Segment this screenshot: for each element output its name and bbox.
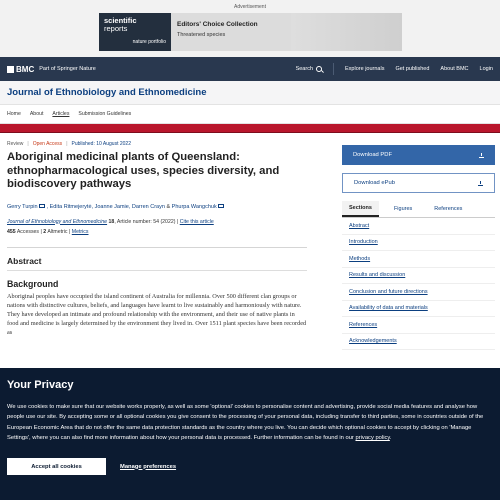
accept-all-cookies-button[interactable]: Accept all cookies [7, 458, 106, 475]
get-published-link[interactable]: Get published [395, 66, 430, 72]
article-number: , Article number: 54 (2022) [114, 218, 176, 225]
search-label: Search [295, 66, 314, 72]
accesses-label: Accesses [16, 228, 40, 235]
journal-link[interactable]: Journal of Ethnobiology and Ethnomedicine [7, 218, 108, 225]
section-link-results[interactable]: Results and discussion [342, 268, 495, 285]
ad-logo [99, 13, 171, 51]
volume: 18 [108, 218, 115, 225]
manage-preferences-button[interactable]: Manage preferences [120, 463, 177, 470]
author-ampersand: & [166, 203, 171, 210]
journal-title[interactable]: Journal of Ethnobiology and Ethnomedicine [7, 87, 207, 98]
section-divider [7, 247, 307, 248]
download-icon [479, 153, 484, 158]
ad-headline: Editors' Choice Collection [177, 21, 258, 28]
background-heading: Background [7, 278, 59, 289]
download-icon [478, 181, 483, 186]
sidebar-tabs [342, 201, 495, 218]
section-link-conclusion[interactable]: Conclusion and future directions [342, 284, 495, 301]
tab-sections[interactable]: Sections [342, 201, 379, 217]
brand-subtitle[interactable]: Part of Springer Nature [39, 66, 96, 72]
meta-separator: | [27, 141, 29, 147]
top-nav [0, 57, 500, 81]
accesses-count: 455 [7, 228, 16, 235]
sections-list [342, 218, 495, 350]
download-pdf-button[interactable] [342, 145, 495, 165]
journal-subnav [0, 105, 500, 124]
author-link[interactable]: Edita Ritmejerytė [49, 203, 92, 210]
ad-publisher: nature portfolio [132, 39, 166, 45]
ad-logo-line1: scientific [104, 16, 137, 25]
author-link[interactable]: Gerry Turpin [7, 203, 38, 210]
ad-subline: Threatened species [177, 32, 226, 38]
privacy-title: Your Privacy [7, 379, 74, 391]
meta-separator: | [40, 228, 42, 235]
ad-banner[interactable] [99, 13, 402, 51]
explore-journals-link[interactable]: Explore journals [345, 66, 385, 72]
section-link-methods[interactable]: Methods [342, 251, 495, 268]
open-access-badge: Open Access [32, 141, 63, 147]
nav-divider [333, 63, 334, 75]
login-link[interactable]: Login [479, 66, 493, 72]
download-epub-button[interactable] [342, 173, 495, 193]
ad-label: Advertisement [234, 4, 266, 10]
abstract-text: Aboriginal peoples have occupied the island continent of Australia for millennia. Over 500 different clan groups or nations with distinctive cultures, beliefs, and languages have learnt to live sustainably and harmoniously with nature. They have developed an intimate and profound relationship with the environment, and their use of native plants in food and medicine is largely determined by the environment they lived in. Over 1511 plant species have been recorded as [7, 292, 307, 336]
ad-strip [0, 0, 500, 57]
cite-this-article-link[interactable]: Cite this article [179, 218, 214, 225]
download-epub-label: Download ePub [354, 180, 395, 186]
bmc-logo-icon [7, 66, 14, 73]
section-link-acknowledgements[interactable]: Acknowledgements [342, 334, 495, 351]
ad-logo-line2: reports [104, 24, 128, 33]
metrics-line [7, 229, 307, 235]
author-link[interactable]: Joanne Jamie [94, 203, 129, 210]
privacy-body: We use cookies to make sure that our website works properly, as well as some 'optional' cookies to personalise content and advertising, provide social media features and analyse how people use our site. By accepting some or all optional cookies you give consent to the processing of your personal data, including transfer to third parties, some in countries outside of the European Economic Area that do not offer the same data protection standards as the country where you live. You can decide which optional cookies to accept by clicking on 'Manage Settings', where you can also find more information about how your personal data is processed. Further information can be found in our [7, 404, 484, 442]
email-icon[interactable] [218, 204, 224, 208]
altmetric-count: 2 [43, 228, 47, 235]
ad-copy [171, 13, 291, 51]
article-type: Review [7, 141, 24, 147]
citation-line [7, 219, 307, 225]
privacy-policy-link[interactable]: privacy policy [355, 435, 390, 442]
download-pdf-label: Download PDF [353, 152, 392, 158]
section-link-abstract[interactable]: Abstract [342, 218, 495, 235]
article-main [7, 141, 307, 337]
email-icon[interactable] [39, 204, 45, 208]
privacy-period: . [389, 435, 392, 442]
privacy-banner [0, 368, 500, 500]
tab-figures[interactable]: Figures [393, 206, 413, 212]
article-meta [7, 141, 307, 147]
meta-separator: | [66, 141, 68, 147]
meta-separator: | [176, 218, 179, 225]
metrics-link[interactable]: Metrics [71, 228, 89, 235]
journal-header [0, 81, 500, 105]
about-bmc-link[interactable]: About BMC [440, 66, 469, 72]
author-link[interactable]: Darren Crayn [131, 203, 165, 210]
article-title: Aboriginal medicinal plants of Queensland: ethnopharmacological uses, species diversity, and biodiscovery pathways [7, 151, 280, 190]
search-button[interactable] [296, 66, 322, 72]
privacy-text [7, 402, 495, 444]
subnav-about[interactable]: About [29, 111, 44, 117]
sidebar [342, 145, 495, 350]
meta-separator: | [68, 228, 71, 235]
section-link-references[interactable]: References [342, 317, 495, 334]
author-link[interactable]: Phurpa Wangchuk [171, 203, 217, 210]
author-list: Gerry Turpin , Edita Ritmejerytė, Joanne Jamie, Darren Crayn & Phurpa Wangchuk [7, 204, 307, 210]
bmc-logo[interactable] [7, 65, 34, 74]
section-divider [7, 270, 307, 271]
section-link-introduction[interactable]: Introduction [342, 235, 495, 252]
journal-color-band [0, 124, 500, 132]
abstract-heading: Abstract [7, 255, 42, 266]
brand-name: BMC [16, 64, 35, 74]
subnav-articles[interactable]: Articles [52, 111, 70, 117]
tab-references[interactable]: References [434, 206, 463, 212]
subnav-home[interactable]: Home [7, 111, 21, 117]
published-date: Published: 10 August 2022 [71, 141, 131, 147]
nav-links [296, 63, 493, 75]
search-icon [316, 66, 322, 72]
section-link-availability[interactable]: Availability of data and materials [342, 301, 495, 318]
subnav-submission-guidelines[interactable]: Submission Guidelines [78, 111, 132, 117]
ad-image [291, 13, 402, 51]
altmetric-label: Altmetric [47, 228, 68, 235]
